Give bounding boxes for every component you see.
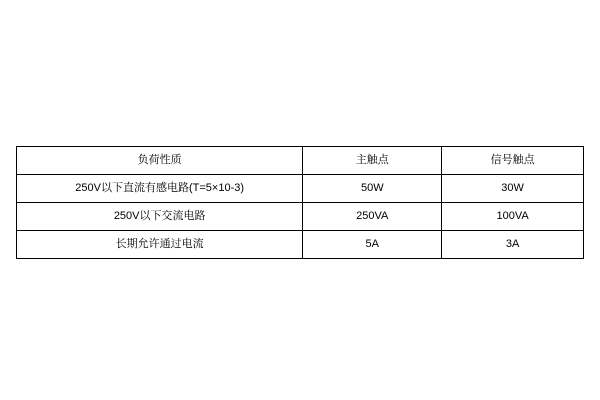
contact-rating-table <box>16 146 584 259</box>
cell-signal-contact: 100VA <box>442 203 584 231</box>
column-header-main-contact: 主触点 <box>303 147 442 175</box>
cell-main-contact: 50W <box>303 175 442 203</box>
cell-load-type: 长期允许通过电流 <box>17 231 303 259</box>
column-header-load-type: 负荷性质 <box>17 147 303 175</box>
cell-main-contact: 250VA <box>303 203 442 231</box>
cell-load-type: 250V以下交流电路 <box>17 203 303 231</box>
table-header-row <box>17 147 584 175</box>
table-row <box>17 231 584 259</box>
spec-table-container <box>16 146 584 259</box>
table-row <box>17 175 584 203</box>
column-header-signal-contact: 信号触点 <box>442 147 584 175</box>
table-row <box>17 203 584 231</box>
cell-load-type: 250V以下直流有感电路(T=5×10-3) <box>17 175 303 203</box>
cell-signal-contact: 30W <box>442 175 584 203</box>
cell-main-contact: 5A <box>303 231 442 259</box>
cell-signal-contact: 3A <box>442 231 584 259</box>
